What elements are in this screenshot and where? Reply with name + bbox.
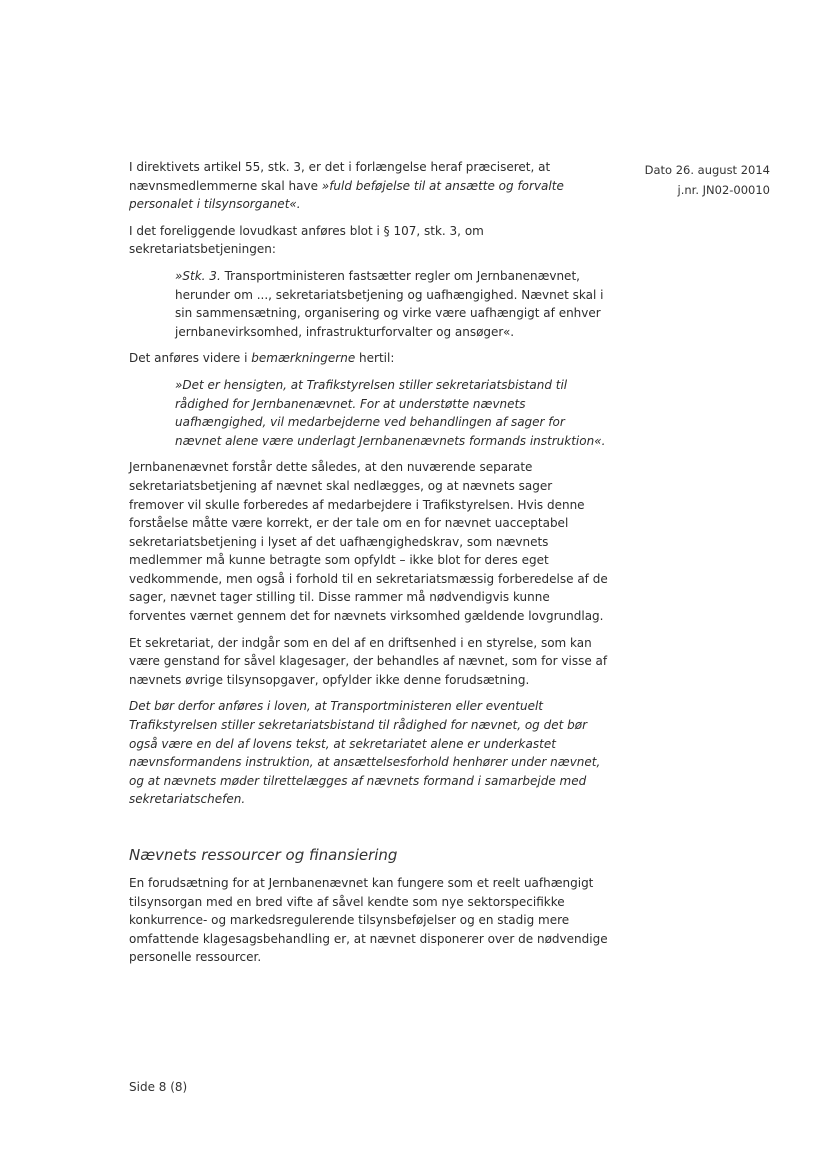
section-heading: Nævnets ressourcer og finansiering	[129, 846, 398, 864]
paragraph-recommendation: Det bør derfor anføres i loven, at Transportministeren eller eventuelt Trafikstyrelsen stiller sekretariatsbistand til rådighed for nævnet, og det bør også være en del af lovens tekst, at sekretariatet alene er underkastet nævnsformandens instruktion, at ansættelsesforhold henhører under nævnet, og at nævnets møder tilrettelægges af nævnets formand i samarbejde med sekretariatschefen.	[129, 699, 601, 807]
quote-law-section: »Stk. 3. Transportministeren fastsætter regler om Jernbanenævnet, herunder om ..., sekretariatsbetjening og uafhængighed. Nævnet skal i sin sammensætning, organisering og virke være uafhængigt af enhver jernbanevirksomhed, infrastrukturforvalter og ansøger«.	[175, 268, 604, 339]
quote-remarks: »Det er hensigten, at Trafikstyrelsen stiller sekretariatsbistand til rådighed for Jernbanenævnet. For at understøtte nævnets uafhængighed, vil medarbejderne ved behandlingen af sager for nævnet alene være underlagt Jernbanenævnets formands instruktion«.	[175, 377, 606, 448]
page-number: Side 8 (8)	[129, 1080, 188, 1094]
paragraph-law-draft: I det foreliggende lovudkast anføres blot i § 107, stk. 3, om sekretariatsbetjeningen:	[129, 223, 484, 257]
paragraph-interpretation: Jernbanenævnet forstår dette således, at den nuværende separate sekretariatsbetjening af nævnet skal nedlægges, og at nævnets sager fremover vil skulle forberedes af medarbejdere i Trafikstyrelsen. Hvis denne forståelse måtte være korrekt, er der tale om en for nævnet uacceptabel sekretariatsbetjening i lyset af det uafhængighedskrav, som nævnets medlemmer må kunne betragte som opfyldt – ikke blot for deres eget vedkommende, men også i forhold til en sekretariatsmæssig forberedelse af de sager, nævnet tager stilling til. Disse rammer må nødvendigvis kunne forventes værnet gennem det for nævnets virksomhed gældende lovgrundlag.	[129, 460, 608, 624]
paragraph-directive: I direktivets artikel 55, stk. 3, er det i forlængelse heraf præciseret, at nævnsmedlemmerne skal have »fuld beføjelse til at ansætte og forvalte personalet i tilsynsorganet«.	[129, 160, 564, 212]
paragraph-resources: En forudsætning for at Jernbanenævnet kan fungere som et reelt uafhængigt tilsynsorgan med en bred vifte af såvel kendte som nye sektorspecifikke konkurrence- og markedsregulerende tilsynsbeføjelser og en stadig mere omfattende klagesagsbehandling er, at nævnet disponerer over de nødvendige personelle ressourcer.	[129, 876, 608, 965]
journal-number: j.nr. JN02-00010	[677, 183, 770, 197]
document-date: Dato 26. august 2014	[644, 163, 770, 177]
document-body	[129, 158, 609, 975]
paragraph-secretariat: Et sekretariat, der indgår som en del af en driftsenhed i en styrelse, som kan være genstand for såvel klagesager, der behandles af nævnet, som for visse af nævnets øvrige tilsynsopgaver, opfylder ikke denne forudsætning.	[129, 635, 608, 687]
document-meta	[600, 160, 770, 200]
directive-quote: »fuld beføjelse til at ansætte og forvalte personalet i tilsynsorganet«.	[129, 178, 564, 212]
paragraph-remarks-intro: Det anføres videre i bemærkningerne hertil:	[129, 351, 395, 366]
